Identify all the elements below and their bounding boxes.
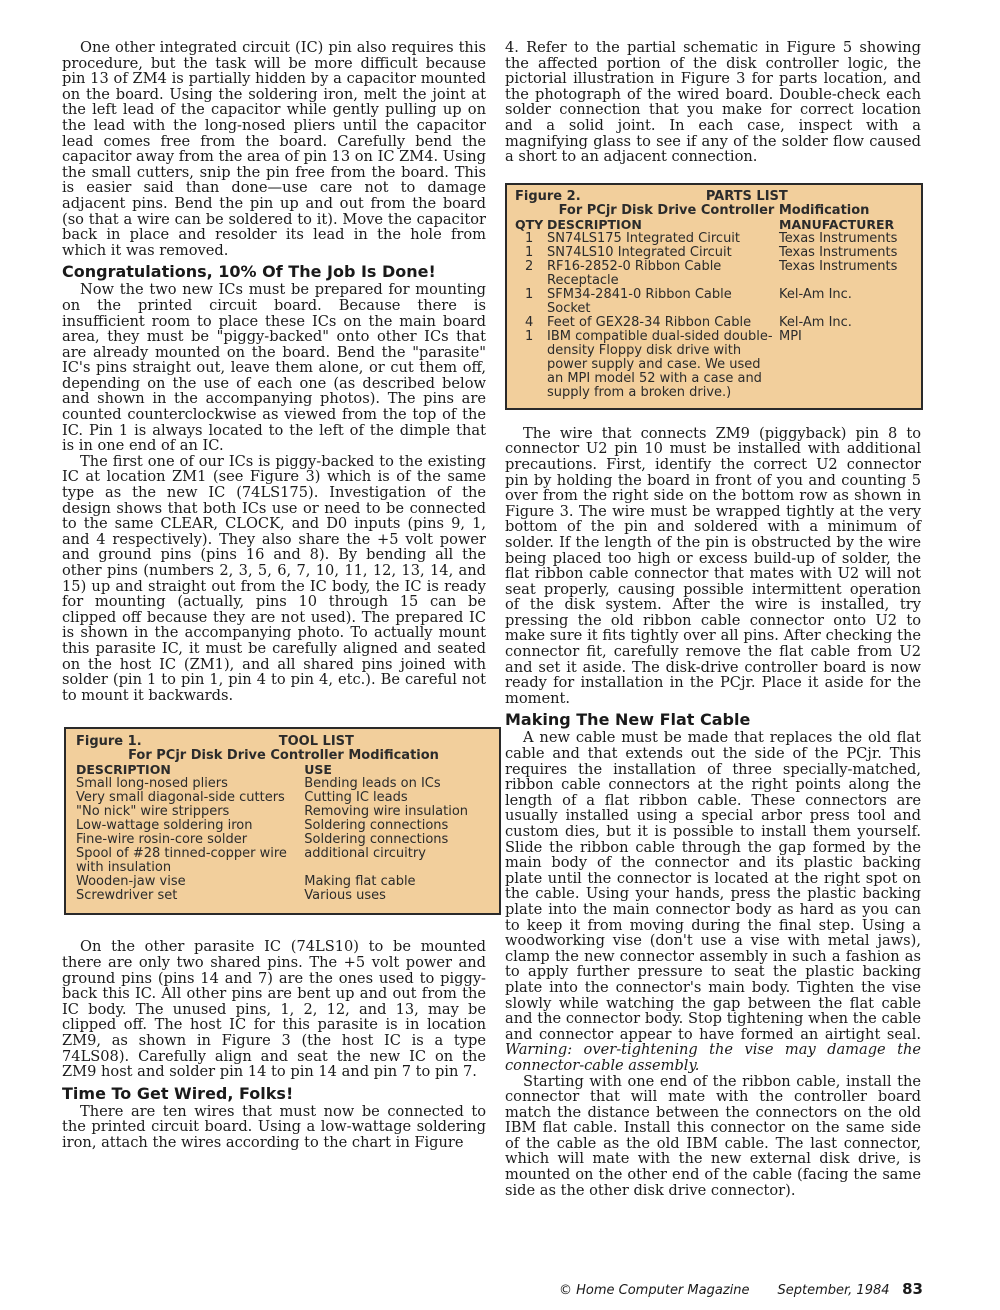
table-row bbox=[76, 819, 491, 833]
table-cell: Spool of #28 tinned-copper wire with insulation bbox=[76, 846, 287, 876]
publication-credit: © Home Computer Magazine bbox=[559, 1283, 750, 1298]
body-paragraph: One other integrated circuit (IC) pin also requires this procedure, but the task will be more difficult because pin 13 of ZM4 is partially hidden by a capacitor mounted on the board. Using the soldering iron, melt the joint at the left lead of the capacitor while gently pulling up on the lead with the long-nosed pliers until the capacitor lead comes free from the board. Carefully bend the capacitor away from the area of pin 13 on IC ZM4. Using the small cutters, snip the pin free from the board. This is easier said than done—use care not to damage adjacent pins. Bend the pin up and out from the board (so that a wire can be soldered to it). Move the capacitor back in place and resolder its lead in the hole from which it was removed. bbox=[62, 39, 486, 259]
table-row bbox=[515, 316, 913, 330]
table-row bbox=[76, 791, 491, 805]
table-cell: Bending leads on ICs bbox=[304, 776, 441, 792]
figure-label: Figure 2. bbox=[515, 188, 581, 204]
table-row bbox=[515, 288, 913, 316]
table-cell: MPI bbox=[779, 328, 802, 344]
figure-header bbox=[515, 190, 913, 204]
column-header: MANUFACTURER bbox=[779, 216, 895, 232]
section-heading: Congratulations, 10% Of The Job Is Done! bbox=[62, 262, 436, 282]
warning-text: Warning: over-tightening the vise may damage the connector-cable assembly. bbox=[505, 1041, 921, 1074]
table-row bbox=[76, 875, 491, 889]
table-row bbox=[76, 805, 491, 819]
table-cell: SN74LS10 Integrated Circuit bbox=[547, 244, 732, 260]
right-column bbox=[505, 40, 921, 1198]
table-cell: Low-wattage soldering iron bbox=[76, 818, 253, 834]
issue-date: September, 1984 bbox=[777, 1283, 890, 1298]
column-header: DESCRIPTION bbox=[547, 216, 642, 232]
figure-title: PARTS LIST bbox=[705, 188, 788, 204]
figure-1-tool-list bbox=[64, 727, 501, 915]
parts-list-table bbox=[515, 218, 913, 400]
tool-list-table bbox=[76, 763, 491, 903]
table-cell: RF16-2852-0 Ribbon Cable Receptacle bbox=[547, 258, 722, 288]
table-cell: Making flat cable bbox=[304, 874, 416, 890]
table-cell: Texas Instruments bbox=[779, 258, 898, 274]
table-cell: Kel-Am Inc. bbox=[779, 314, 852, 330]
column-header: DESCRIPTION bbox=[76, 762, 171, 778]
table-cell: Various uses bbox=[304, 888, 386, 904]
table-cell: IBM compatible dual-sided double-density Floppy disk drive with power supply and case. We used an MPI model 52 with a case and supply from a broken drive.) bbox=[547, 328, 773, 400]
table-cell: 2 bbox=[525, 258, 534, 274]
figure-title: TOOL LIST bbox=[278, 734, 354, 750]
table-cell: 1 bbox=[525, 328, 534, 344]
page-footer bbox=[559, 1280, 923, 1298]
table-row bbox=[515, 246, 913, 260]
figure-subtitle: For PCjr Disk Drive Controller Modification bbox=[128, 748, 439, 764]
table-cell: Kel-Am Inc. bbox=[779, 286, 852, 302]
section-heading: Making The New Flat Cable bbox=[505, 710, 751, 730]
column-header: USE bbox=[304, 762, 332, 778]
table-cell: 4 bbox=[525, 314, 534, 330]
table-row bbox=[515, 330, 913, 400]
column-header: QTY bbox=[515, 216, 544, 232]
body-paragraph: Now the two new ICs must be prepared for mounting on the printed circuit board. Because there is insufficient room to place these ICs on the main board area, they must be "piggy-backed" onto other ICs that are already mounted on the board. Bend the "parasite" IC's pins straight out, leave them alone, or cut them off, depending on the use of each one (as described below and shown in the accompanying photos). The pins are counted counterclockwise as viewed from the top of the IC. Pin 1 is always located to the left of the dimple that is in one end of an IC. bbox=[62, 281, 486, 455]
table-cell: 1 bbox=[525, 230, 534, 246]
section-heading: Time To Get Wired, Folks! bbox=[62, 1083, 294, 1103]
body-paragraph: The wire that connects ZM9 (piggyback) pin 8 to connector U2 pin 10 must be installed with additional precautions. First, identify the correct U2 connector pin by holding the board in front of you and counting 5 over from the right side on the bottom row as shown in Figure 3. The wire must be wrapped tightly at the very bottom of the pin and soldered with a minimum of solder. If the length of the pin is obstructed by the wire being placed too high or excess build-up of solder, the flat ribbon cable connector that mates with U2 will not seat properly, causing possible intermittent operation of the disk system. After the wire is installed, try pressing the old ribbon cable connector onto U2 to make sure it fits tightly over all pins. After checking the connector fit, carefully remove the flat cable from U2 and set it aside. The disk-drive controller board is now ready for installation in the PCjr. Place it aside for the moment. bbox=[505, 424, 921, 707]
table-cell: SN74LS175 Integrated Circuit bbox=[547, 230, 741, 246]
table-cell: 1 bbox=[525, 244, 534, 260]
figure-subtitle: For PCjr Disk Drive Controller Modification bbox=[558, 202, 870, 218]
table-cell: Feet of GEX28-34 Ribbon Cable bbox=[547, 314, 752, 330]
figure-2-parts-list bbox=[505, 183, 923, 410]
body-paragraph: 4. Refer to the partial schematic in Figure 5 showing the affected portion of the disk controller logic, the pictorial illustration in Figure 3 for parts location, and the photograph of the wired board. Double-check each solder connection that you make for correct location and a solid joint. In each case, inspect with a magnifying glass to see if any of the solder flow caused a short to an adjacent connection. bbox=[505, 39, 921, 166]
table-cell: Wooden-jaw vise bbox=[76, 874, 186, 890]
table-cell: SFM34-2841-0 Ribbon Cable Socket bbox=[547, 286, 732, 316]
table-cell: Soldering connections bbox=[304, 832, 449, 848]
table-cell: Soldering connections bbox=[304, 818, 449, 834]
body-paragraph: There are ten wires that must now be connected to the printed circuit board. Using a low-wattage soldering iron, attach the wires according to the chart in Figure bbox=[62, 1102, 486, 1151]
page-number: 83 bbox=[902, 1280, 923, 1298]
table-row bbox=[76, 777, 491, 791]
table-cell: Very small diagonal-side cutters bbox=[76, 790, 285, 806]
table-cell: Removing wire insulation bbox=[304, 804, 469, 820]
table-cell: Texas Instruments bbox=[779, 230, 898, 246]
table-cell: additional circuitry bbox=[304, 846, 426, 862]
table-row bbox=[76, 833, 491, 847]
table-row bbox=[515, 232, 913, 246]
table-row bbox=[76, 847, 491, 875]
paragraph-text: A new cable must be made that replaces the old flat cable and that extends out the side of the PCjr. This requires the installation of three specially-matched, ribbon cable connectors at the right points along the length of a flat ribbon cable. These connectors are usually installed using a special arbor press tool and custom dies, but it is possible to install them yourself. Slide the ribbon cable through the gap formed by the main body of the connector and its plastic backing plate until the connector is located at the right spot on the cable. Using your hands, press the plastic backing plate into the main connector body as hard as you can to keep it from moving during the final step. Using a woodworking vise (don't use a vise with metal jaws), clamp the new connector assembly in such a fashion as to apply further pressure to seat the plastic backing plate into the connector's main body. Tighten the vise slowly while watching the gap between the flat cable and the connector body. Stop tightening when the cable and connector appear to have formed an airtight seal. bbox=[505, 729, 921, 1043]
table-cell: Small long-nosed pliers bbox=[76, 776, 228, 792]
table-cell: Texas Instruments bbox=[779, 244, 898, 260]
left-column bbox=[62, 40, 486, 1150]
table-row bbox=[76, 889, 491, 903]
table-header-row bbox=[515, 218, 913, 232]
figure-label: Figure 1. bbox=[76, 734, 142, 750]
table-header-row bbox=[76, 763, 491, 777]
body-paragraph: The first one of our ICs is piggy-backed to the existing IC at location ZM1 (see Figure 3) which is of the same type as the new IC (74LS175). Investigation of the design shows that both ICs use or need to be connected to the same CLEAR, CLOCK, and D0 inputs (pins 9, 1, and 4 respectively). They also share the +5 volt power and ground pins (pins 16 and 8). By bending all the other pins (numbers 2, 3, 5, 6, 7, 10, 11, 12, 13, 14, and 15) up and straight out from the IC body, the IC is ready for mounting (actually, pins 10 through 15 can be clipped off because they are not used). The prepared IC is shown in the accompanying photo. To actually mount this parasite IC, it must be carefully aligned and seated on the host IC (ZM1), and all shared pins joined with solder (pin 1 to pin 1, pin 4 to pin 4, etc.). Be careful not to mount it backwards. bbox=[62, 452, 486, 704]
table-cell: Screwdriver set bbox=[76, 888, 178, 904]
body-paragraph bbox=[505, 730, 921, 1073]
body-paragraph: Starting with one end of the ribbon cable, install the connector that will mate with the controller board match the distance between the connectors on the old IBM flat cable. Install this connector on the same side of the cable as the old IBM cable. The last connector, which will mate with the new external disk drive, is mounted on the other end of the cable (facing the same side as the other disk drive connector). bbox=[505, 1072, 921, 1199]
table-cell: Fine-wire rosin-core solder bbox=[76, 832, 248, 848]
figure-header bbox=[76, 735, 491, 749]
table-cell: Cutting IC leads bbox=[304, 790, 408, 806]
body-paragraph: On the other parasite IC (74LS10) to be mounted there are only two shared pins. The +5 volt power and ground pins (pins 14 and 7) are the ones used to piggy-back this IC. All other pins are bent up and out from the IC body. The unused pins, 1, 2, 12, and 13, may be clipped off. The host IC for this parasite is in location ZM9, as shown in Figure 3 (the host IC is a type 74LS08). Carefully align and seat the new IC on the ZM9 host and solder pin 14 to pin 14 and pin 7 to pin 7. bbox=[62, 938, 486, 1081]
table-cell: 1 bbox=[525, 286, 534, 302]
table-row bbox=[515, 260, 913, 288]
table-cell: "No nick" wire strippers bbox=[76, 804, 230, 820]
